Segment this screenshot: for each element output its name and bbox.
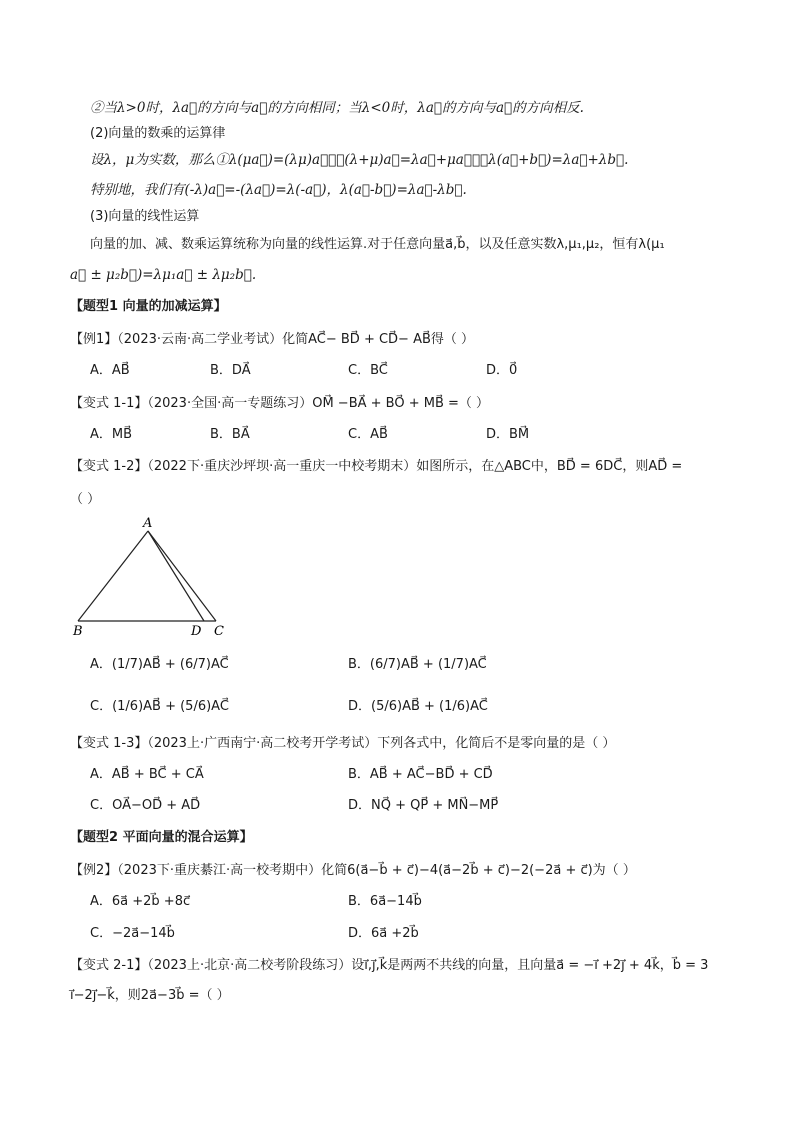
example1-stem: 【例1】（2023·云南·高二学业考试）化简AC⃗− BD⃗ + CD⃗− AB⃗得（ ） bbox=[70, 332, 475, 347]
theory-line-5: (3)向量的线性运算 bbox=[90, 209, 200, 224]
variant11-stem: 【变式 1-1】（2023·全国·高一专题练习）OM⃗ −BA⃗ + BO⃗ + MB⃗ =（ ） bbox=[70, 396, 490, 411]
theory-line-6: 向量的加、减、数乘运算统称为向量的线性运算.对于任意向量a⃗,b⃗，以及任意实数λ,μ₁,μ₂，恒有λ(μ₁ bbox=[90, 237, 665, 252]
example2-option-b: B．6a⃗−14b⃗ bbox=[348, 894, 422, 909]
label-c: C bbox=[214, 624, 224, 638]
variant11-option-b: B．BA⃗ bbox=[210, 427, 250, 442]
section-title-type1: 【题型1 向量的加减运算】 bbox=[70, 299, 227, 314]
theory-line-4: 特别地，我们有(-λ)a⃗=-(λa⃗)=λ(-a⃗)，λ(a⃗-b⃗)=λa⃗-λb⃗. bbox=[90, 182, 467, 198]
variant11-option-d: D．BM⃗ bbox=[486, 427, 530, 442]
label-a: A bbox=[143, 516, 153, 531]
example2-stem: 【例2】（2023下·重庆綦江·高一校考期中）化简6(a⃗−b⃗ + c⃗)−4(a⃗−2b⃗ + c⃗)−2(−2a⃗ + c⃗)为（ ） bbox=[70, 863, 636, 878]
triangle-figure bbox=[70, 514, 230, 638]
side-ab bbox=[78, 531, 148, 621]
variant11-option-a: A．MB⃗ bbox=[90, 427, 133, 442]
segment-ad bbox=[148, 531, 204, 621]
theory-line-7: a⃗ ± μ₂b⃗)=λμ₁a⃗ ± λμ₂b⃗. bbox=[70, 267, 257, 283]
side-ac bbox=[148, 531, 216, 621]
variant12-option-a: A．(1/7)AB⃗ + (6/7)AC⃗ bbox=[90, 657, 229, 672]
theory-line-3: 设λ，μ为实数，那么①λ(μa⃗)=(λμ)a⃗；②(λ+μ)a⃗=λa⃗+μa⃗；③λ(a⃗+b⃗)=λa⃗+λb⃗. bbox=[90, 152, 629, 168]
variant13-option-d: D．NQ⃗ + QP⃗ + MN⃗−MP⃗ bbox=[348, 798, 499, 813]
variant12-option-b: B．(6/7)AB⃗ + (1/7)AC⃗ bbox=[348, 657, 487, 672]
example2-option-a: A．6a⃗ +2b⃗ +8c⃗ bbox=[90, 894, 191, 909]
variant12-stem: 【变式 1-2】（2022下·重庆沙坪坝·高一重庆一中校考期末）如图所示，在△ABC中，BD⃗ = 6DC⃗，则AD⃗ = bbox=[70, 459, 683, 474]
variant13-option-c: C．OA⃗−OD⃗ + AD⃗ bbox=[90, 798, 201, 813]
variant21-stem-line-2: i⃗−2j⃗−k⃗，则2a⃗−3b⃗ =（ ） bbox=[70, 988, 230, 1003]
example2-option-d: D．6a⃗ +2b⃗ bbox=[348, 926, 419, 941]
example2-option-c: C．−2a⃗−14b⃗ bbox=[90, 926, 175, 941]
variant13-option-a: A．AB⃗ + BC⃗ + CA⃗ bbox=[90, 767, 204, 782]
variant21-stem-line-1: 【变式 2-1】（2023上·北京·高二校考阶段练习）设i⃗,j⃗,k⃗是两两不共线的向量，且向量a⃗ = −i⃗ +2j⃗ + 4k⃗，b⃗ = 3 bbox=[70, 958, 709, 973]
theory-line-1: ②当λ>0时，λa⃗的方向与a⃗的方向相同；当λ<0时，λa⃗的方向与a⃗的方向相反. bbox=[90, 100, 584, 116]
example1-option-b: B．DA⃗ bbox=[210, 363, 251, 378]
variant13-option-b: B．AB⃗ + AC⃗−BD⃗ + CD⃗ bbox=[348, 767, 493, 782]
label-d: D bbox=[191, 624, 202, 638]
example1-option-d: D．0⃗ bbox=[486, 363, 518, 378]
example1-option-a: A．AB⃗ bbox=[90, 363, 130, 378]
variant12-paren: （ ） bbox=[70, 492, 101, 507]
variant12-option-d: D．(5/6)AB⃗ + (1/6)AC⃗ bbox=[348, 699, 488, 714]
label-b: B bbox=[73, 624, 83, 638]
example1-option-c: C．BC⃗ bbox=[348, 363, 388, 378]
theory-line-2: (2)向量的数乘的运算律 bbox=[90, 126, 226, 141]
variant13-stem: 【变式 1-3】（2023上·广西南宁·高二校考开学考试）下列各式中，化简后不是零向量的是（ ） bbox=[70, 736, 616, 751]
section-title-type2: 【题型2 平面向量的混合运算】 bbox=[70, 830, 253, 845]
variant11-option-c: C．AB⃗ bbox=[348, 427, 388, 442]
variant12-option-c: C．(1/6)AB⃗ + (5/6)AC⃗ bbox=[90, 699, 229, 714]
